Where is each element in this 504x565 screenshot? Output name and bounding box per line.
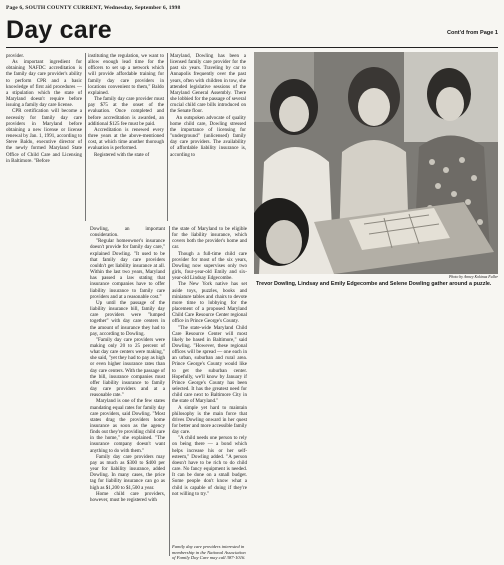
column-divider — [169, 226, 170, 556]
paragraph: "Family day care providers were making only 20 to 25 percent of what day care centers were making," she said, "yet they had to pay as high or even higher insurance rates than day care centers. With the passage of the bill, insurance companies must offer liability insurance to family day care providers and at a reasonable rate." — [90, 336, 165, 399]
column-divider — [167, 53, 168, 221]
paragraph: "The state-wide Maryland Child Care Resource Center will most likely be based in Baltimore," said Dowling. "However, these regional offices will be spread — one each in an urban, suburban and rural area. Prince George's County would like to get the suburban center. Hopefully, we'll know by January if Prince George's County has been selected. It has the greatest need for child care next to Baltimore City in the state of Maryland." — [172, 324, 247, 405]
paragraph: As important ingredient for obtaining NAFDC accreditation is the family day care provider's ability to perform CPR and a basic knowledge of first aid procedures — a stipulation which the state of Maryland doesn't require before issuing a family day care license. — [6, 59, 82, 109]
page-header: Page 6, SOUTH COUNTY CURRENT, Wednesday, September 6, 1998 — [6, 5, 181, 11]
paragraph: Dowling, an important consideration. — [90, 226, 165, 239]
paragraph: Registered with the state of — [94, 151, 150, 158]
article-column-3 — [170, 53, 246, 221]
article-column-2 — [88, 53, 164, 221]
paragraph: Up until the passage of the liability insurance bill, family day care providers were "lumped together" with day care centers in the amount of insurance they had to pay, according to Dowling. — [90, 299, 165, 337]
article-tagline: Family day care providers interested in membership in the National Association of Family Day Care may call 387-1016. — [172, 544, 246, 561]
paragraph: provider. — [6, 53, 25, 59]
headline-rule — [6, 47, 498, 48]
paragraph: the state of Maryland to be eligible for the liability insurance, which covers both the provider's home and car. — [172, 226, 247, 251]
paragraph: Maryland, Dowling has been a licensed family care provider for the past six years. Traveling by car to Annapolis frequently over the past years, often with children in tow, she attended legislative sessions of the Maryland General Assembly. There she lobbied for the passage of several crucial child care bills introduced on the Senate floor. — [170, 53, 246, 115]
photo-credit: Photo by Anney Kokinas Fuller — [449, 275, 498, 279]
paragraph: "Regular homeowner's insurance doesn't provide for family day care," explained Dowling. "It used to be that family day care providers couldn't get liability insurance at all. Within the last two years, Maryland has passed a law stating that insurance companies have to offer liability insurance to family care providers and at a reasonable cost." — [90, 238, 165, 300]
paragraph: The New York native has set aside toys, puzzles, books and miniature tables and chairs to devote more time to lobbying for the placement of a proposed Maryland Child Care Resource Center regional office in Prince George's County. — [172, 281, 247, 325]
article-column-5 — [172, 226, 247, 544]
paragraph: instituting the regulation, we want to allow enough lead time for the officers to set up a network which will provide affordable training for family day care providers in locations convenient to them," Baldo explained. — [88, 53, 164, 96]
article-column-1 — [6, 53, 82, 221]
paragraph: A simple yet hard to maintain philosophy is the main force that drives Dowling onward in her quest for better and more accessible family day care. — [172, 404, 247, 436]
continued-label: Cont'd from Page 1 — [446, 30, 498, 36]
headline: Day care — [6, 16, 112, 44]
paragraph: Accreditation is renewed every three years at the above-mentioned cost, at which time another thorough evaluation is performed. — [88, 126, 164, 152]
paragraph: CPR certification will become a necessity for family day care providers in Maryland before obtaining a new license or license renewal by Jan. 1, 1991, according to Steve Baldo, executive director of the newly formed Maryland State Office of Child Care and Licensing in Baltimore. "Before — [6, 108, 82, 164]
paragraph: An outspoken advocate of quality home child care, Dowling stressed the importance of licensing for "underground" (unlicensed) family day care providers. The availability of affordable liability insurance is, according to — [170, 114, 246, 158]
paragraph: Though a full-time child care provider for most of the six years, Dowling now supervises only two girls, four-year-old Emily and six-year-old Lindsay Edgecombe. — [172, 250, 247, 282]
news-photo — [254, 52, 498, 274]
photo-illustration — [254, 52, 498, 274]
article-column-4 — [90, 226, 165, 556]
photo-caption: Trevor Dowling, Lindsay and Emily Edgecombe and Selene Dowling gather around a puzzle. — [256, 281, 492, 287]
paragraph: The family day care provider must pay $75 at the onset of the evaluation. Once completed and before accreditation is awarded, an additional $125 fee must be paid. — [88, 96, 164, 127]
paragraph: Home child care providers, however, must be registered with — [90, 490, 165, 503]
paragraph: "A child needs one person to rely on being there — a bond which helps increase his or her self-esteem," Dowling added. "A person doesn't have to be rich to do child care. No fancy equipment is needed. It can be done on a small budget. Some people don't know what a child is capable of doing if they're not willing to try." — [172, 435, 247, 497]
paragraph: Maryland is one of the few states mandating equal rates for family day care providers, said Dowling. "Most states drag the providers home insurance as soon as the agency finds out they're providing child care in the home," she explained. "The insurance company doesn't want anything to do with them." — [90, 398, 165, 454]
column-divider — [85, 53, 86, 221]
paragraph: Family day care providers may pay as much as $300 to $400 per year for liability insurance, added Dowling. In many cases, the price tag for liability insurance can go as high as $1,200 to $1,500 a year. — [90, 453, 165, 491]
